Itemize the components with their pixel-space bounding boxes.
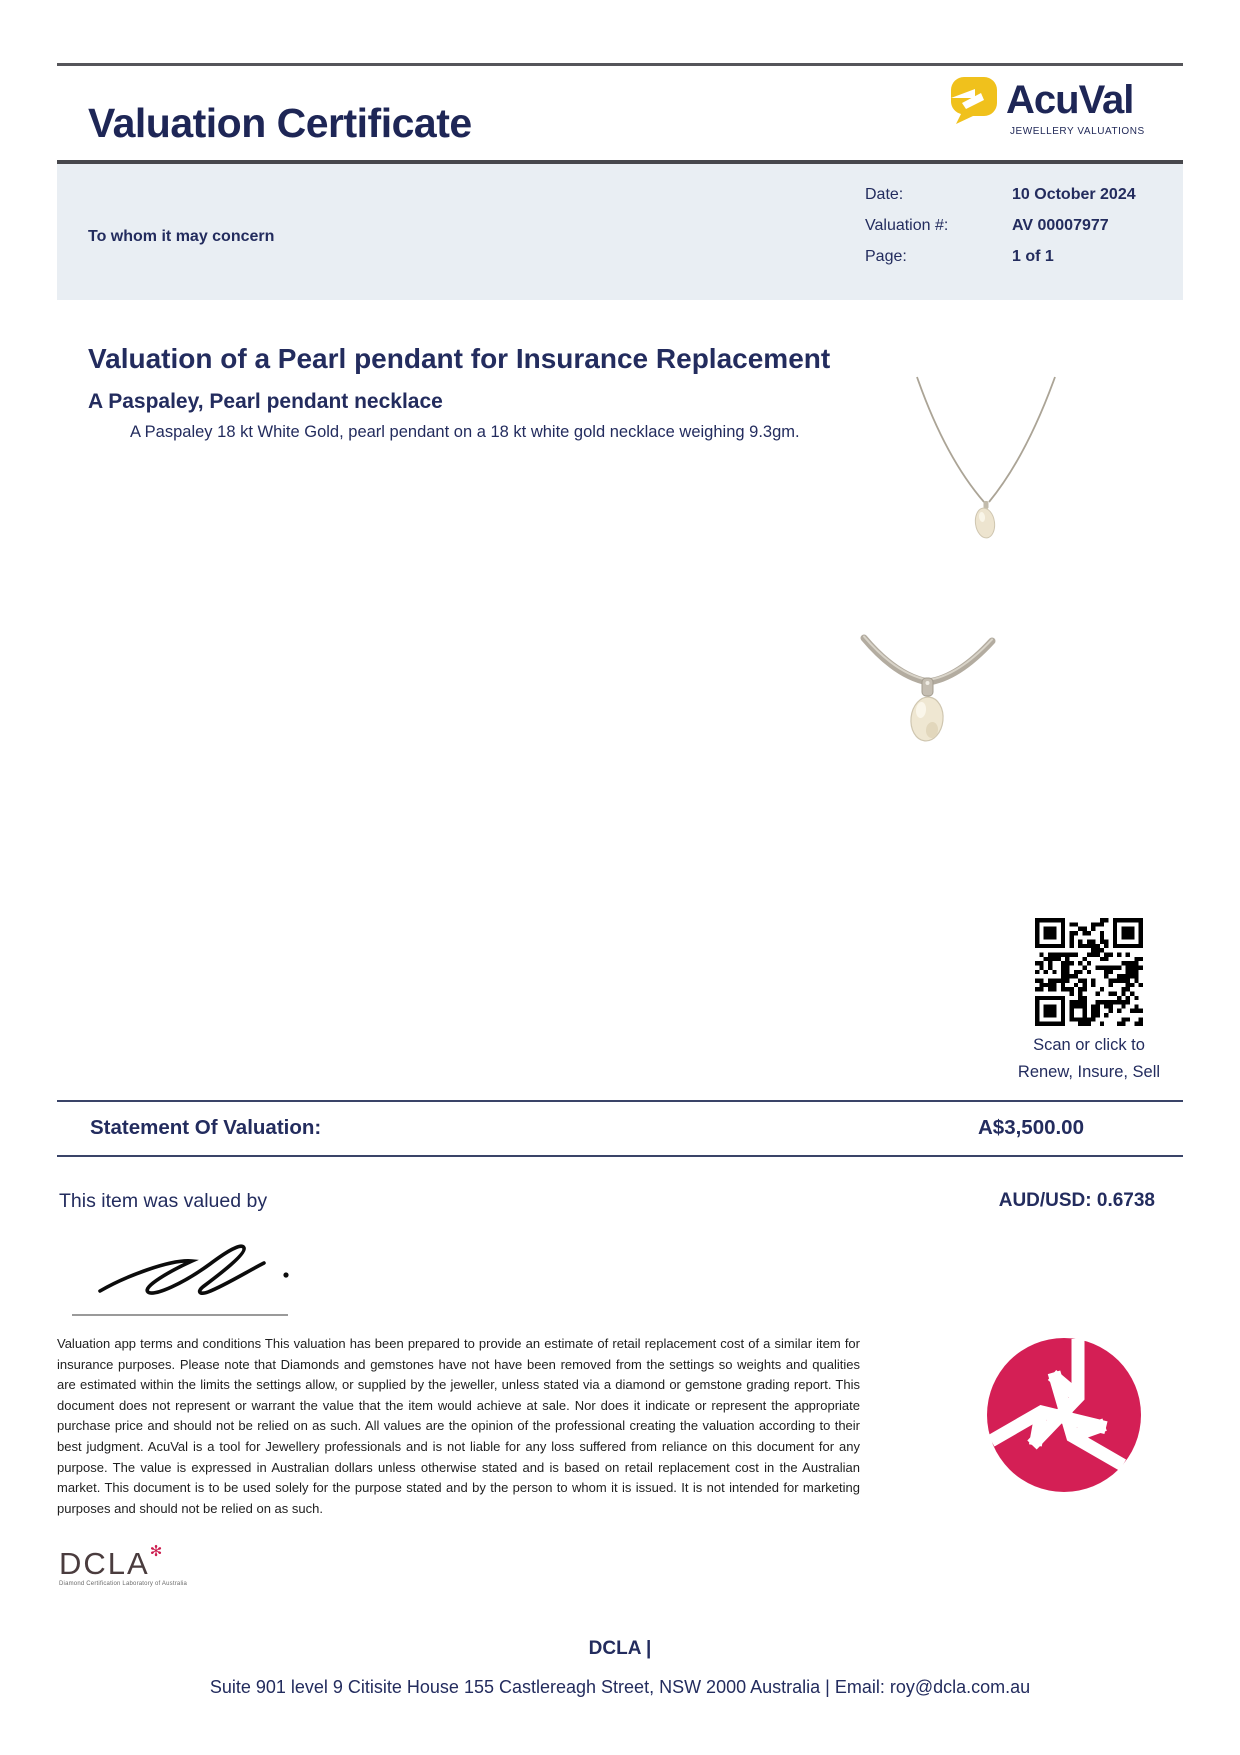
dcla-pinwheel-icon (986, 1337, 1142, 1493)
divider (57, 1155, 1183, 1157)
page-title: Valuation Certificate (88, 100, 472, 146)
dcla-logo (59, 1544, 187, 1587)
necklace-photo (890, 365, 1070, 560)
dcla-asterisk-icon: ✻ (149, 1543, 163, 1560)
info-fields (865, 186, 1136, 266)
footer-org: DCLA | (588, 1638, 652, 1659)
item-heading: Valuation of a Pearl pendant for Insurance Replacement (88, 343, 831, 374)
divider (57, 1100, 1183, 1102)
footer-address: Suite 901 level 9 Citisite House 155 Castlereagh Street, NSW 2000 Australia | Email: roy@dcla.com.au (209, 1677, 1031, 1697)
dcla-tagline: Diamond Certification Laboratory of Australia (59, 1581, 188, 1587)
page-value: 1 of 1 (1012, 248, 1054, 265)
item-subheading: A Paspaley, Pearl pendant necklace (88, 390, 443, 413)
brand-tagline: JEWELLERY VALUATIONS (1010, 126, 1145, 137)
terms-and-conditions: Valuation app terms and conditions This valuation has been prepared to provide an estimate of retail replacement cost of a similar item for insurance purposes. Please note that Diamonds and gemstones have not have been removed from the settings so weights and qualities are estimated within the limits the settings allow, or supplied by the jeweller, unless stated via a diamond or gemstone grading report. This document does not represent or warrant the value that the item would achieve at sale. Nor does it indicate or represent the appropriate purchase price and should not be relied on as such. All values are the opinion of the professional creating the valuation according to their best judgment. AcuVal is a tool for Jewellery professionals and is not liable for any loss suffered from reliance on this document for any purpose. The value is expressed in Australian dollars unless otherwise stated and is based on retail replacement cost in the Australian market. This document is to be used solely for the purpose stated and by the person to whom it is issued. It is not intended for marketing purposes and should not be relied on as such. (57, 1336, 860, 1516)
brand-name: AcuVal (1006, 77, 1134, 122)
valuer-signature (90, 1233, 310, 1323)
statement-amount: A$3,500.00 (977, 1116, 1084, 1139)
valued-by-label: This item was valued by (59, 1190, 268, 1212)
valuation-number-value: AV 00007977 (1012, 217, 1109, 234)
acuval-logo (948, 76, 1183, 137)
dcla-wordmark: DCLA (59, 1546, 150, 1581)
qr-caption-line2[interactable]: Renew, Insure, Sell (1017, 1063, 1161, 1081)
qr-code[interactable] (1035, 918, 1143, 1026)
item-description: A Paspaley 18 kt White Gold, pearl pendant on a 18 kt white gold necklace weighing 9.3gm. (130, 423, 800, 441)
valued-by-row (57, 1190, 1183, 1220)
valuation-number-label: Valuation #: (865, 217, 949, 234)
footer (57, 1638, 1183, 1698)
date-value: 10 October 2024 (1012, 186, 1136, 203)
signature-line (72, 1314, 288, 1316)
statement-row (57, 1116, 1183, 1152)
page-label: Page: (865, 248, 907, 265)
pendant-closeup-photo (848, 622, 1018, 757)
statement-label: Statement Of Valuation: (90, 1116, 322, 1139)
qr-caption-link[interactable] (1005, 1032, 1173, 1086)
qr-caption-line1[interactable]: Scan or click to (1033, 1036, 1145, 1054)
top-rule (57, 63, 1183, 66)
addressee: To whom it may concern (88, 228, 275, 245)
info-box (57, 160, 1183, 300)
fx-rate: AUD/USD: 0.6738 (998, 1190, 1155, 1211)
acuval-mark-icon (948, 76, 998, 124)
date-label: Date: (865, 186, 904, 203)
